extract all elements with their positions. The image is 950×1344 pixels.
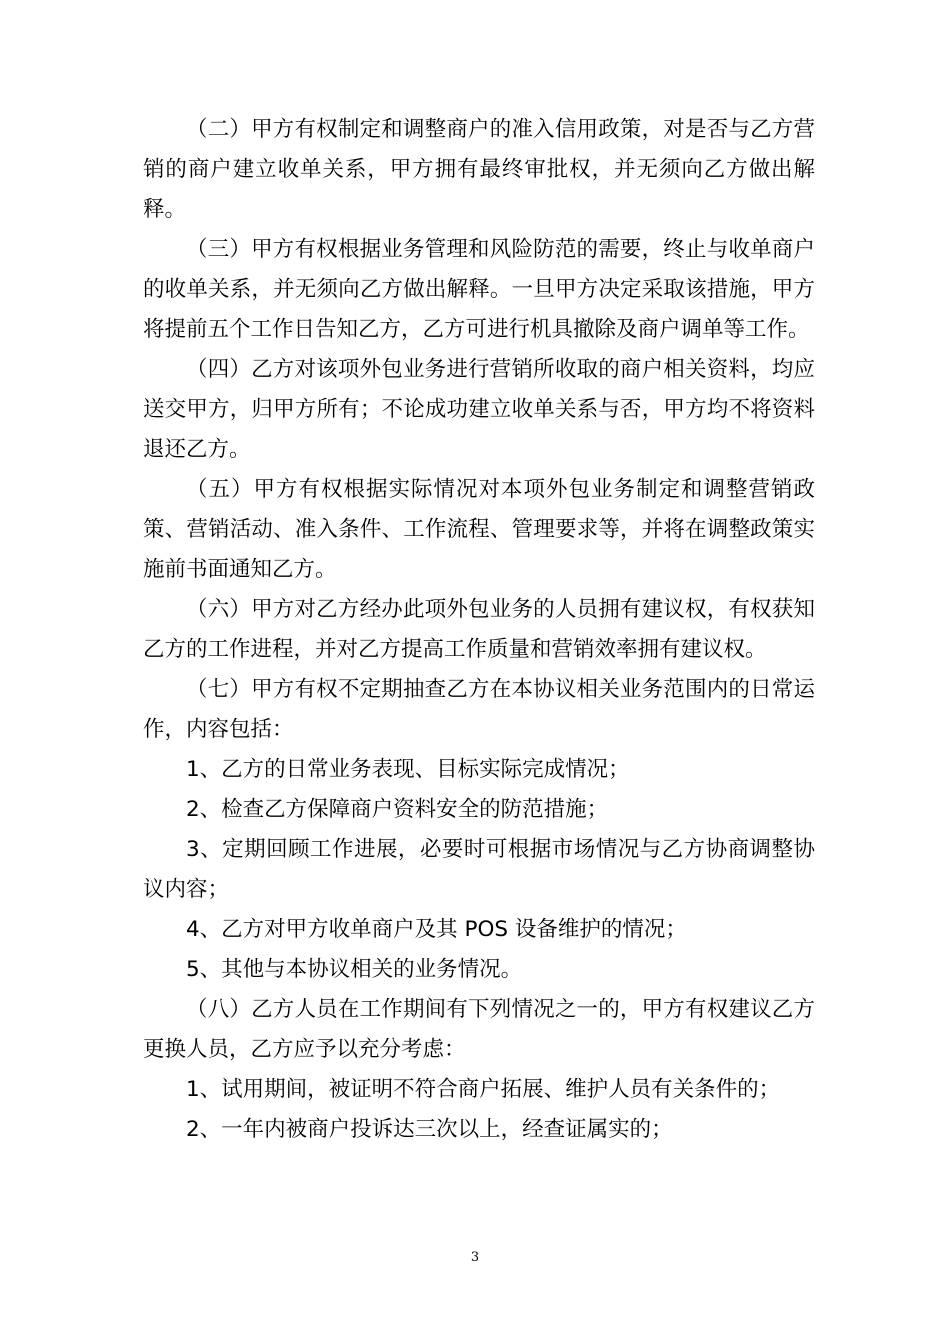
- paragraph-clause-2: （二）甲方有权制定和调整商户的准入信用政策，对是否与乙方营销的商户建立收单关系，甲方拥有最终审批权，并无须向乙方做出解释。: [143, 117, 815, 222]
- list-item-7-3: 3、定期回顾工作进展，必要时可根据市场情况与乙方协商调整协议内容；: [143, 837, 815, 902]
- list-item-7-4: 4、乙方对甲方收单商户及其 POS 设备维护的情况；: [186, 917, 687, 942]
- paragraph-clause-7: （七）甲方有权不定期抽查乙方在本协议相关业务范围内的日常运作，内容包括：: [143, 677, 815, 742]
- paragraph-clause-6: （六）甲方对乙方经办此项外包业务的人员拥有建议权，有权获知乙方的工作进程，并对乙方提高工作质量和营销效率拥有建议权。: [143, 597, 815, 662]
- paragraph-clause-5: （五）甲方有权根据实际情况对本项外包业务制定和调整营销政策、营销活动、准入条件、工作流程、管理要求等，并将在调整政策实施前书面通知乙方。: [143, 477, 815, 582]
- list-item-7-5: 5、其他与本协议相关的业务情况。: [186, 957, 523, 982]
- list-item-8-1: 1、试用期间，被证明不符合商户拓展、维护人员有关条件的；: [186, 1077, 781, 1102]
- list-item-7-2: 2、检查乙方保障商户资料安全的防范措施；: [186, 797, 609, 822]
- paragraph-clause-4: （四）乙方对该项外包业务进行营销所收取的商户相关资料，均应送交甲方，归甲方所有；不论成功建立收单关系与否，甲方均不将资料退还乙方。: [143, 357, 815, 462]
- list-item-8-2: 2、一年内被商户投诉达三次以上，经查证属实的；: [186, 1117, 673, 1142]
- list-item-7-1: 1、乙方的日常业务表现、目标实际完成情况；: [186, 757, 630, 782]
- paragraph-clause-8: （八）乙方人员在工作期间有下列情况之一的，甲方有权建议乙方更换人员，乙方应予以充分考虑：: [143, 997, 815, 1062]
- paragraph-clause-3: （三）甲方有权根据业务管理和风险防范的需要，终止与收单商户的收单关系，并无须向乙方做出解释。一旦甲方决定采取该措施，甲方将提前五个工作日告知乙方，乙方可进行机具撤除及商户调单等工作。: [143, 237, 815, 342]
- document-body: [143, 110, 815, 1150]
- page-number: 3: [470, 1250, 480, 1265]
